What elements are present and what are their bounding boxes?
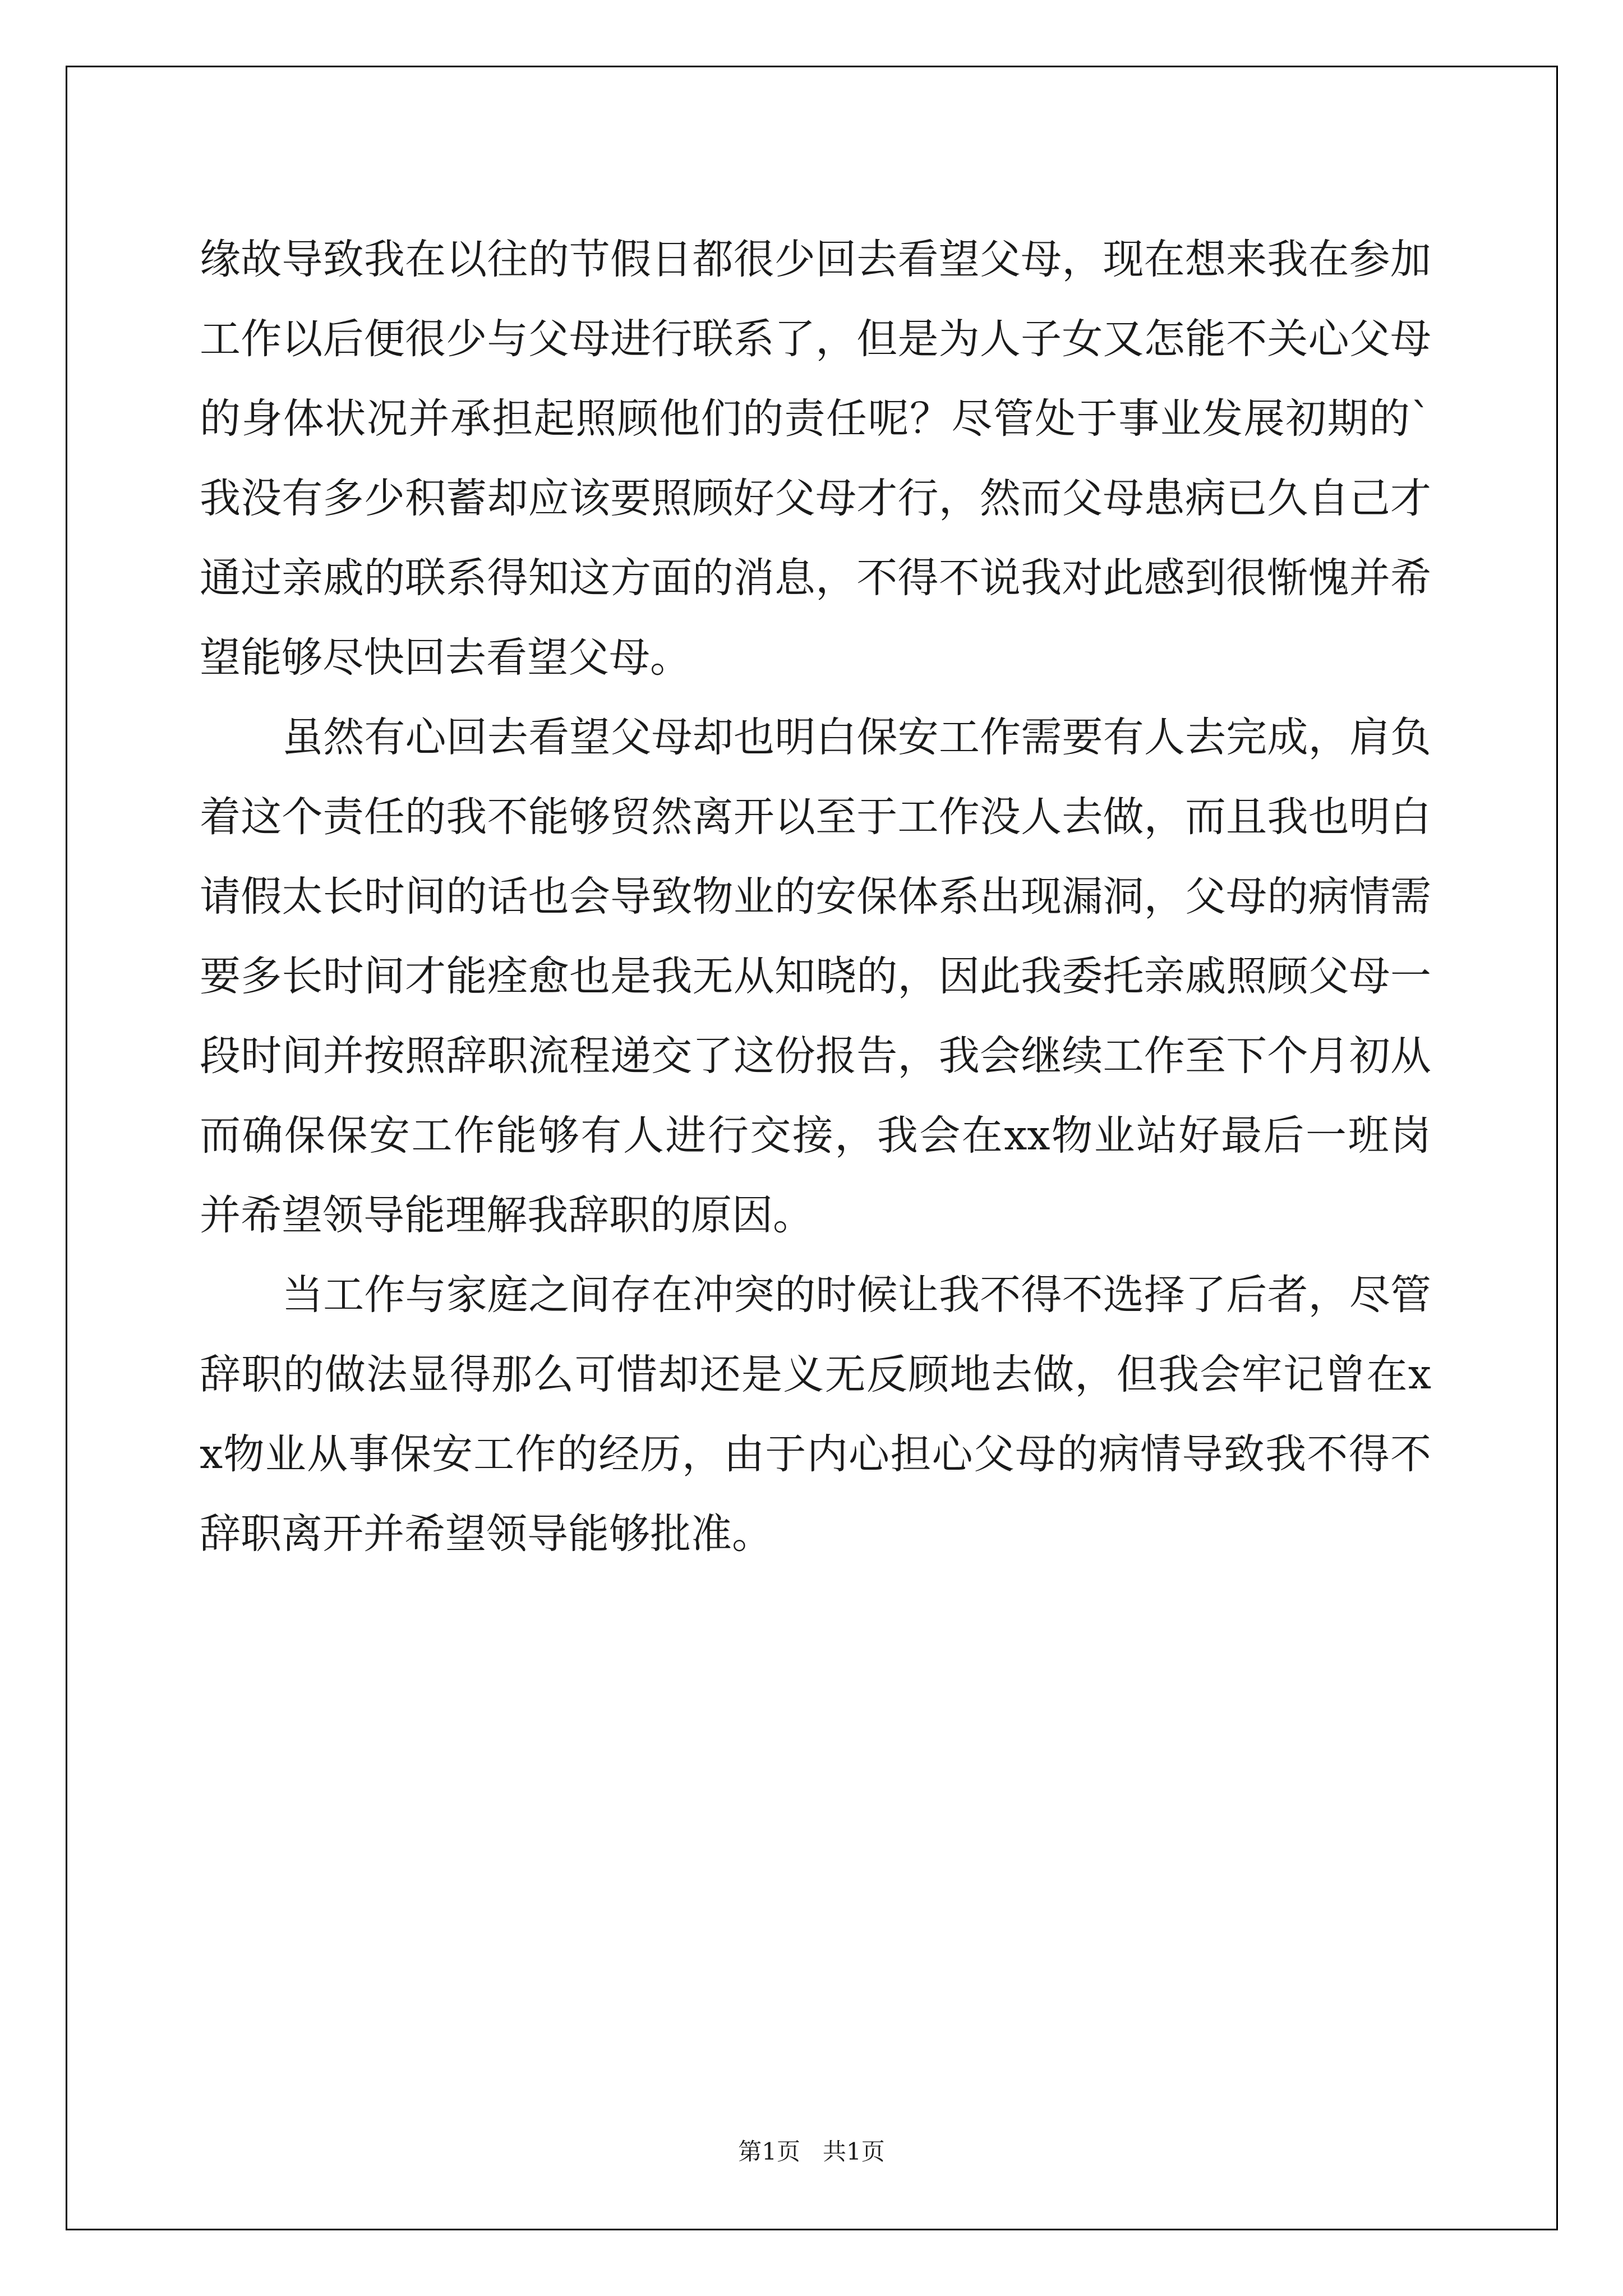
- document-body: [200, 220, 1431, 1574]
- paragraph-1: 缘故导致我在以往的节假日都很少回去看望父母，现在想来我在参加工作以后便很少与父母进行联系了，但是为人子女又怎能不关心父母的身体状况并承担起照顾他们的责任呢？尽管处于事业发展初期的`我没有多少积蓄却应该要照顾好父母才行，然而父母患病已久自己才通过亲戚的联系得知这方面的消息，不得不说我对此感到很惭愧并希望能够尽快回去看望父母。: [200, 236, 1431, 682]
- paragraph-2: 虽然有心回去看望父母却也明白保安工作需要有人去完成，肩负着这个责任的我不能够贸然离开以至于工作没人去做，而且我也明白请假太长时间的话也会导致物业的安保体系出现漏洞，父母的病情需要多长时间才能痊愈也是我无从知晓的，因此我委托亲戚照顾父母一段时间并按照辞职流程递交了这份报告，我会继续工作至下个月初从而确保保安工作能够有人进行交接，我会在xx物业站好最后一班岗并希望领导能理解我辞职的原因。: [200, 714, 1431, 1239]
- paragraph-3: 当工作与家庭之间存在冲突的时候让我不得不选择了后者，尽管辞职的做法显得那么可惜却还是义无反顾地去做，但我会牢记曾在xx物业从事保安工作的经历，由于内心担心父母的病情导致我不得不辞职离开并希望领导能够批准。: [200, 1271, 1431, 1558]
- page-footer: 第1页 共1页: [738, 2138, 885, 2165]
